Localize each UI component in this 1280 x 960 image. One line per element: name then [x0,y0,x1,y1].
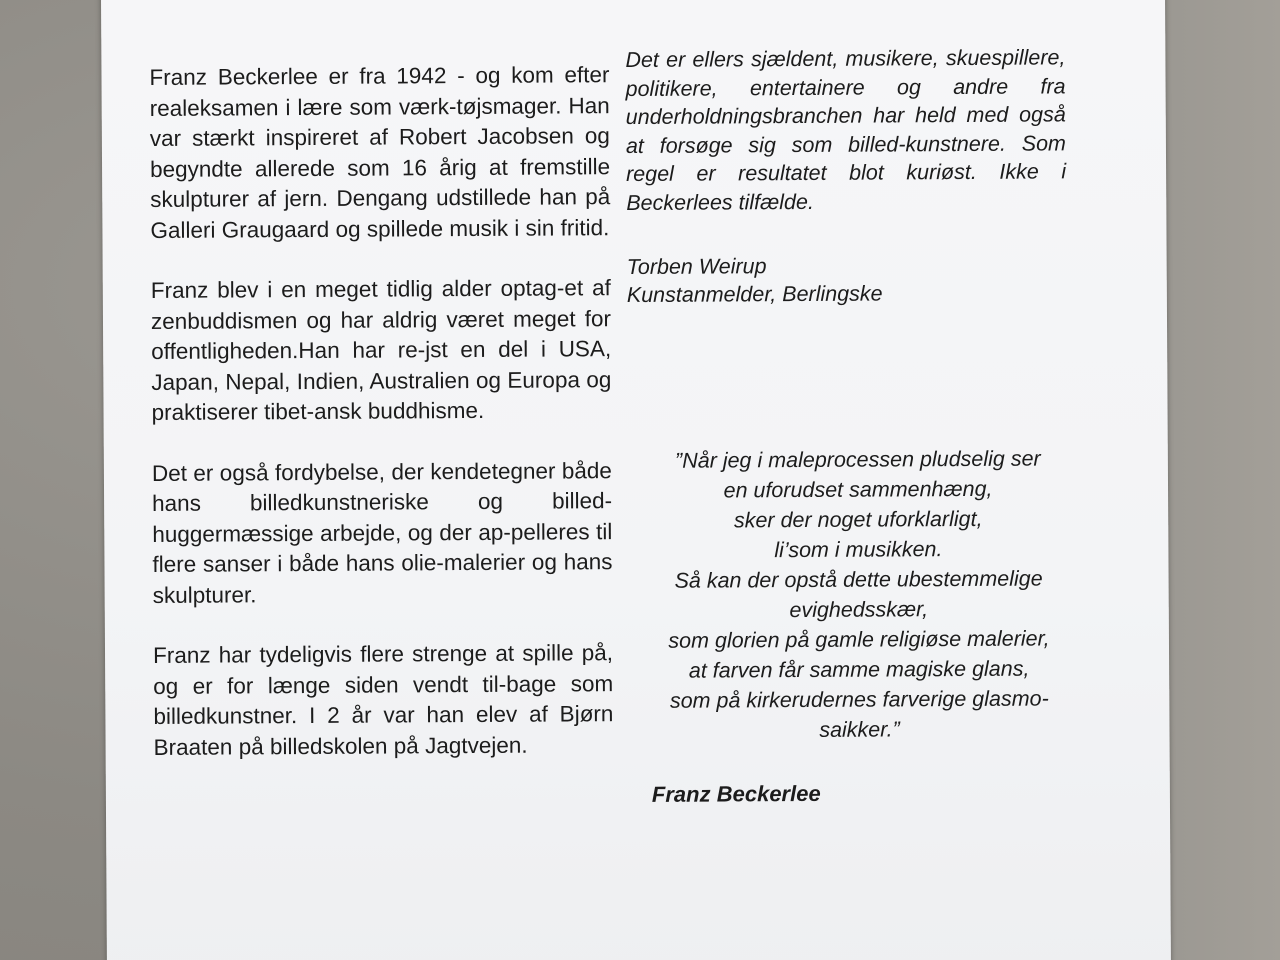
quote-line: at farven får samme magiske glans, [688,656,1030,683]
quote-line: ”Når jeg i maleprocessen pludselig ser [674,446,1041,473]
biography-paragraph-2: Franz blev i en meget tidlig alder optag-et af zenbuddismen og har aldrig været meget for offentligheden.Han har re-jst en del i USA, Japan, Nepal, Indien, Australien og Europa og praktiserer tibet-ansk buddhisme. [150,275,612,425]
biography-paragraph-1: Franz Beckerlee er fra 1942 - og kom efter realeksamen i lære som værk-tøjsmager. Han var stærkt inspireret af Robert Jacobsen og begyndte allerede som 16 årig at fremstille skulpturer af jern. Dengang udstillede han på Galleri Graugaard og spillede musik i sin fritid. [149,62,611,243]
review-role: Kunstanmelder, Berlingske [626,281,883,308]
quote-line: li’som i musikken. [774,537,943,563]
quote-line: som glorien på gamle religiøse malerier, [668,626,1050,653]
review-signature [627,250,1067,309]
artist-quote [628,443,1090,746]
quote-line: sker der noget uforklarligt, [733,506,983,533]
quote-line: en uforudset sammenhæng, [723,476,993,503]
printed-sheet [101,0,1171,960]
biography-column [149,60,613,793]
quote-author: Franz Beckerlee [651,780,821,807]
review-text: Det er ellers sjældent, musikere, skuespillere, politikere, entertainere og andre fra underholdningsbranchen har held med også at forsøge sig som billed-kunstnere. Som regel er resultatet blot kuriøst. Ikke i Beckerlees tilfælde. [625,45,1067,215]
quote-line: Så kan der opstå dette ubestemmelige [674,566,1043,593]
quote-line: evighedsskær, [789,597,929,623]
quote-line: saikker.” [819,717,900,742]
table-background-right [1160,0,1280,960]
review-author: Torben Weirup [626,254,767,280]
review-column [625,43,1067,309]
biography-paragraph-4: Franz har tydeligvis flere strenge at spille på, og er for længe siden vendt til-bage som billedkunstner. I 2 år var han elev af Bjørn Braaten på billedskolen på Jagtvejen. [152,640,614,760]
biography-paragraph-3: Det er også fordybelse, der kendetegner både hans billedkunstneriske og billed-huggermæssige arbejde, og der ap-pelleres til flere sanser i både hans olie-malerier og hans skulpturer. [151,457,613,608]
quote-line: som på kirkerudernes farverige glasmo- [669,686,1049,713]
